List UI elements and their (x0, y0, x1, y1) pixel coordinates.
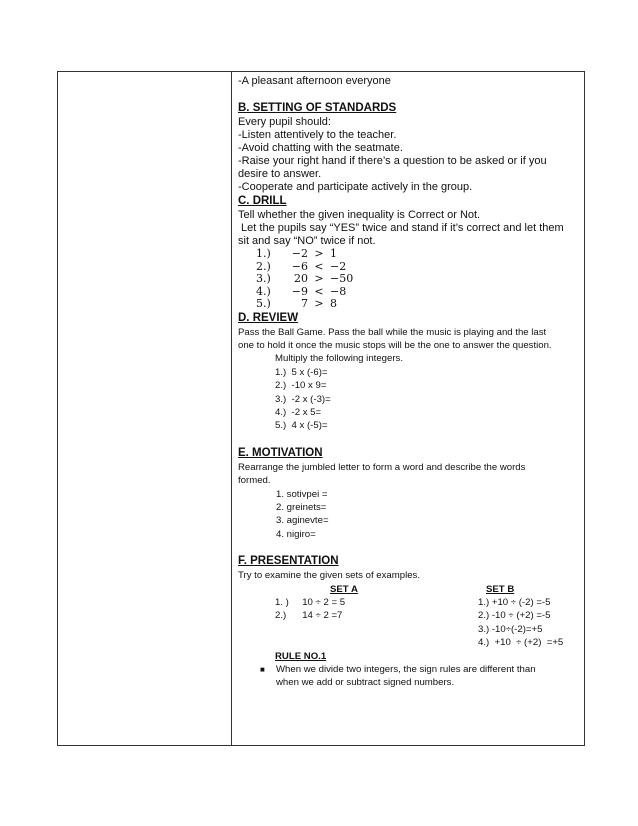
drill-item (238, 261, 583, 274)
presentation-heading: F. PRESENTATION (238, 555, 339, 568)
drill-item-number: 4.) (256, 284, 271, 298)
rule-line: when we add or subtract signed numbers. (276, 677, 455, 689)
square-bullet-icon: ■ (260, 665, 265, 675)
drill-item-number: 1.) (256, 247, 271, 260)
motivation-item: 3. aginevte= (276, 515, 329, 527)
drill-item (238, 298, 583, 311)
standards-line: -Listen attentively to the teacher. (238, 129, 397, 141)
standards-line: -Cooperate and participate actively in the group. (238, 181, 473, 193)
set-b (478, 583, 583, 650)
drill-item-operator: > (314, 247, 324, 260)
motivation-line: Rearrange the jumbled letter to form a word and describe the words (238, 461, 526, 473)
set-a (238, 583, 478, 650)
drill-item-right: 8 (330, 297, 337, 310)
set-b-label: SET B (486, 583, 515, 595)
column-divider (231, 72, 232, 745)
drill-line: Let the pupils say “YES” twice and stand if it’s correct and let them (238, 222, 564, 234)
drill-item-left: −9 (291, 284, 308, 298)
motivation-item: 2. greinets= (276, 501, 327, 513)
set-b-item: 4.) +10 ÷ (+2) =+5 (478, 637, 564, 649)
drill-item-number: 3.) (256, 272, 271, 285)
set-b-item: 2.) -10 ÷ (+2) =-5 (478, 610, 551, 622)
review-item: 1.) 5 x (-6)= (275, 366, 328, 378)
presentation-intro: Try to examine the given sets of examples. (238, 570, 421, 582)
drill-item (238, 286, 583, 299)
drill-item-operator: > (314, 297, 324, 310)
set-b-item: 3.) -10÷(-2)=+5 (478, 623, 543, 635)
set-a-item: 2.) 14 ÷ 2 =7 (275, 610, 343, 622)
drill-item (238, 273, 583, 286)
rule-line: When we divide two integers, the sign rules are different than (276, 664, 536, 676)
standards-line: Every pupil should: (238, 116, 331, 128)
drill-item-left: 7 (301, 297, 308, 310)
standards-heading: B. SETTING OF STANDARDS (238, 102, 397, 114)
set-a-label: SET A (330, 583, 358, 595)
motivation-item: 4. nigiro= (276, 528, 316, 540)
rule-label: RULE NO.1 (275, 650, 327, 662)
drill-item-right: −8 (330, 284, 347, 298)
motivation-item: 1. sotivpei = (276, 488, 328, 500)
drill-heading: C. DRILL (238, 195, 287, 207)
standards-line: -Raise your right hand if there’s a question to be asked or if you (238, 155, 547, 167)
review-line: one to hold it once the music stops will be the one to answer the question. (238, 339, 552, 351)
greeting: -A pleasant afternoon everyone (238, 75, 391, 87)
drill-line: Tell whether the given inequality is Correct or Not. (238, 209, 481, 221)
drill-item-left: 20 (294, 272, 308, 285)
review-line: Multiply the following integers. (275, 353, 403, 365)
review-line: Pass the Ball Game. Pass the ball while the music is playing and the last (238, 326, 547, 338)
review-item: 4.) -2 x 5= (275, 406, 322, 418)
drill-item-operator: < (314, 284, 324, 298)
drill-item-left: −2 (291, 247, 308, 260)
review-item: 2.) -10 x 9= (275, 380, 327, 392)
drill-item-right: 1 (330, 247, 337, 260)
motivation-heading: E. MOTIVATION (238, 446, 323, 459)
review-item: 3.) -2 x (-3)= (275, 393, 331, 405)
rule-bullet (238, 663, 583, 690)
drill-item (238, 248, 583, 261)
drill-item-right: −2 (330, 259, 347, 273)
set-a-item: 1. ) 10 ÷ 2 = 5 (275, 597, 346, 608)
drill-item-operator: > (314, 272, 324, 285)
review-heading: D. REVIEW (238, 311, 299, 324)
examples-sets (238, 583, 583, 650)
standards-line: desire to answer. (238, 168, 322, 180)
motivation-line: formed. (238, 475, 271, 487)
drill-item-operator: < (314, 259, 324, 273)
review-item: 5.) 4 x (-5)= (275, 420, 328, 432)
lesson-table (57, 71, 585, 746)
drill-item-left: −6 (291, 259, 308, 273)
drill-item-number: 2.) (256, 259, 271, 273)
lesson-content (238, 75, 583, 690)
standards-line: -Avoid chatting with the seatmate. (238, 142, 403, 154)
set-b-item: 1.) +10 ÷ (-2) =-5 (478, 597, 551, 608)
drill-item-right: −50 (330, 272, 354, 285)
drill-line: sit and say “NO” twice if not. (238, 235, 376, 247)
drill-item-number: 5.) (256, 297, 271, 310)
